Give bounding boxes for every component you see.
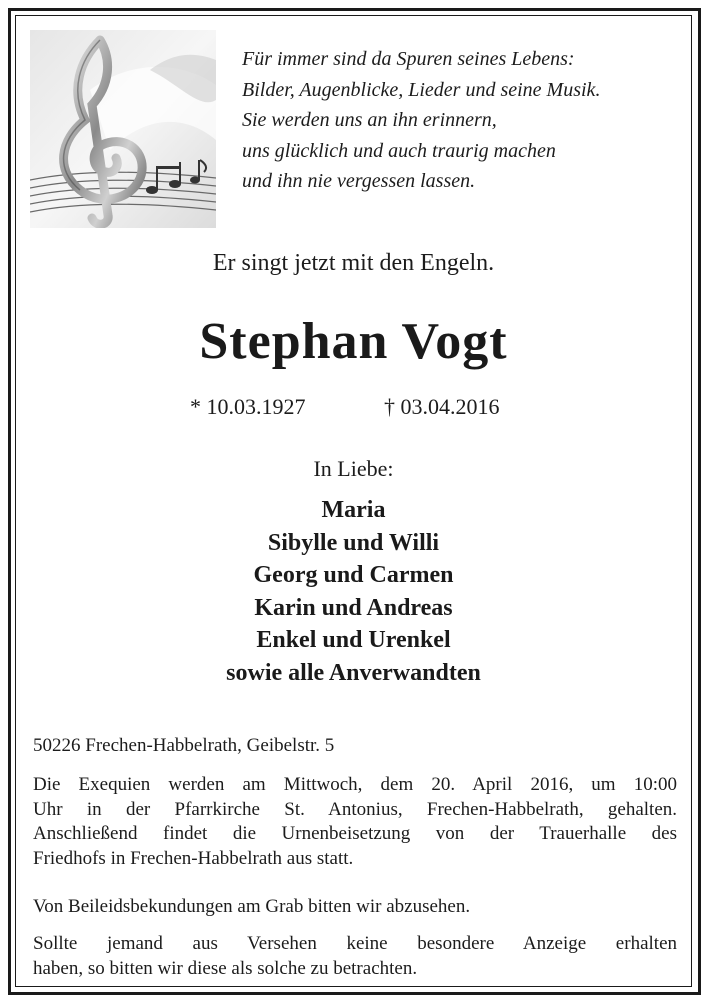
service-line: Uhr in der Pfarrkirche St. Antonius, Frechen-Habbelrath, gehalten. (33, 798, 677, 820)
poem-line: Bilder, Augenblicke, Lieder und seine Musik. (242, 78, 601, 101)
tagline: Er singt jetzt mit den Engeln. (212, 250, 495, 276)
missing-notice (33, 932, 677, 981)
notice-line: haben, so bitten wir diese als solche zu betrachten. (33, 957, 418, 979)
mourner-name: Georg und Carmen (253, 562, 454, 588)
mourner-name: Enkel und Urenkel (256, 627, 451, 653)
mourner-name: Maria (321, 497, 386, 523)
deceased-name: Stephan Vogt (199, 313, 508, 370)
service-line: Die Exequien werden am Mittwoch, dem 20. April 2016, um 10:00 (33, 774, 677, 795)
mourner-name: Sibylle und Willi (267, 529, 440, 556)
death-date: † 03.04.2016 (384, 394, 500, 419)
birth-date: * 10.03.1927 (190, 394, 306, 419)
poem-line: Sie werden uns an ihn erinnern, (242, 109, 497, 131)
poem-line: Für immer sind da Spuren seines Lebens: (242, 48, 575, 70)
mourner-name: Karin und Andreas (254, 594, 453, 621)
service-notice (33, 773, 677, 871)
mourners-list (0, 494, 707, 689)
condolence-line: Von Beileidsbekundungen am Grab bitten wir abzusehen. (33, 896, 471, 917)
poem-line: und ihn nie vergessen lassen. (242, 170, 476, 192)
poem (242, 44, 682, 197)
notice-line: Sollte jemand aus Versehen keine besondere Anzeige erhalten (33, 933, 677, 954)
condolence-notice (33, 895, 677, 920)
address: 50226 Frechen-Habbelrath, Geibelstr. 5 (33, 735, 335, 756)
poem-line: uns glücklich und auch traurig machen (242, 139, 556, 162)
service-line: Anschließend findet die Urnenbeisetzung von der Trauerhalle des (33, 823, 677, 844)
mourners-intro: In Liebe: (313, 456, 394, 481)
treble-clef-music-notes-icon (30, 30, 216, 228)
mourner-name: sowie alle Anverwandten (226, 659, 481, 686)
service-line: Friedhofs in Frechen-Habbelrath aus statt. (33, 847, 354, 869)
